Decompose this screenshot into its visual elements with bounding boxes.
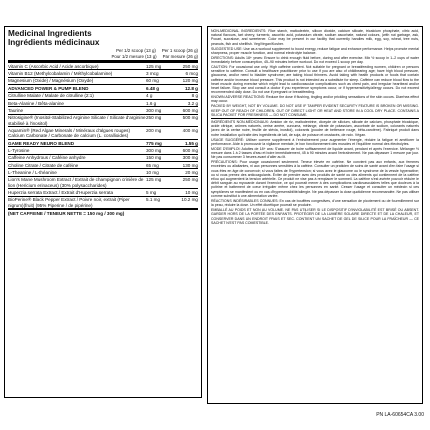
directions-en: DIRECTIONS: Adults 18+ years: Ensure to drink enough fluid before, during and after exercise. Mix ½ scoop in 1–2 cups of water immediately before consumption, 45–90 minutes before workout. Do not exceed 1 scoop per day.: [211, 55, 419, 65]
amount-full-scoop: 130 mg: [182, 162, 198, 168]
serving-2-en: Per 1 scoop (26 g): [161, 48, 198, 53]
amount-full-scoop: 300 mg: [182, 155, 198, 161]
ingredient-name: Magnesium (Oxide) / Magnésium (Oxyde): [8, 78, 94, 84]
adverse-reactions-fr: RÉACTIONS INDÉSIRABLES CONNUES: En cas de bouffées congestives, d'une sensation de picotement ou de fourmillement sur la peau, réduire la dose. Un effet diurétique pourrait se produire.: [211, 198, 419, 208]
directions-fr: MODE D'EMPLOI: Adultes de 18+ ans: S'assurer de boire suffisamment de liquide avant, pendant et après l'exercice. Mélanger ½ mesure dans 1 à 2 tasses d'eau et boire immédiatement, 45 à 90 minutes avant l'entraînement. Ne pas dépasser 1 mesure par jour. Ne pas consommer 3 heures avant d'aller au lit.: [211, 146, 419, 160]
table-row: [8, 78, 198, 85]
supplement-label: [4, 26, 424, 404]
caution-fr: PRÉCAUTIONS: Pour usage occasionnel seulement. Teneur élevée en caféine. Ne convient pas aux enfants, aux femmes enceintes ou allaitantes, ni aux personnes sensibles à la caféine. Consulter un praticien de soins de santé avant d'en faire l'usage si vous êtes en âge de concevoir; si vous faites de l'hypertension; si vous avez le glaucome ou le syndrome de la vessie hyperactive; ou si vous prenez des anticoagulants. Éviter de prendre avec des produits de santé ou des aliments qui contiennent de la caféine et/ou qui augmentent la tension artérielle. Ce produit ne vise pas à remplacer le sommeil. La caféine s'est avérée pouvoir réduire le débit sanguin au myocarde durant l'exercice, ce qui pourrait mener à des complications cardiovasculaires telles que douleurs à la poitrine et battement de cœur irrégulier même chez les personnes en santé. Cesser l'usage et consulter un médecin si ces symptômes se manifestent ou en cas d'hypersensibilité/allergie. Ne pas dépasser la dose quotidienne recommandée. Ne pas utiliser comme substitut à une alimentation variée.: [211, 160, 419, 198]
table-row: [8, 140, 198, 147]
ingredient-name: Vitamin C (Ascorbic Acid / Acide ascorbique): [8, 63, 99, 69]
suggested-use-en: SUGGESTED USE: Use as a workout supplement to boost energy, reduce fatigue and enhance performance. Helps promote mental sharpness, proper muscle function, and normal electrolyte balance.: [211, 46, 419, 55]
amount-half-scoop: 300 mg: [146, 147, 162, 153]
ingredient-name: L-Tyrosine: [8, 147, 30, 153]
ingredient-name: Caffeine Anhydrous / Caféine anhydre: [8, 155, 86, 161]
amount-half-scoop: 125 mg: [146, 63, 162, 69]
caution-en: CAUTION: For occasional use only. High caffeine content. Not suitable for pregnant or breastfeeding women, children or persons sensitive to caffeine. Consult a healthcare practitioner prior to use if you are also of childbearing age; have high blood pressure, glaucoma, and/or need to bladder syndrome; are taking blood thinners. Avoid taking with health products or foods that contain caffeine and/or increase blood pressure. This product is not intended as a substitute for sleep. Caffeine can reduce blood flow to the heart muscle during exercise which might lead to cardiovascular complications such as chest pain, and irregular heartbeat and/or heart failure. Stop use and consult a doctor if you experience symptoms occur, or if hypersensitivity/allergy occurs. Do not exceed recommended daily dose. Do not use if pregnant or breastfeeding.: [211, 65, 419, 95]
table-row: [8, 177, 198, 190]
serving-header-fr: [8, 54, 198, 59]
table-row: [8, 70, 198, 77]
amount-half-scoop: 10 mg: [146, 170, 159, 176]
ingredients-table: [4, 26, 202, 398]
ingredient-name: Beta-Alanine / Bêta-alanine: [8, 100, 64, 106]
adverse-reactions-en: KNOWN ADVERSE REACTIONS: Reduce the dose if flushing, tingling and/or prickling sensations of the skin occurs. Diarrhea effect may occur.: [211, 95, 419, 104]
amount-full-scoop: 10 mg: [185, 190, 198, 196]
amount-full-scoop: 10.2 mg: [181, 197, 198, 203]
ingredient-name: Citrulline Malate / Malate de citrulline (2:1): [8, 93, 94, 99]
ingredient-name: GAME READY NEURO BLEND: [8, 140, 75, 146]
amount-full-scoop: 600 mg: [182, 147, 198, 153]
language-divider: [211, 118, 419, 119]
table-row: [8, 162, 198, 169]
amount-half-scoop: 125 mg: [146, 177, 162, 183]
serving-2-fr: Par mesure (26 g): [162, 54, 198, 59]
amount-half-scoop: 4 g: [146, 93, 153, 99]
packing-notice-en: PACKED BY WEIGHT, NOT BY VOLUME. DO NOT USE IF TAMPER EVIDENT SECURITY FEATURE IS BROKEN OR MISSING. KEEP OUT OF REACH OF CHILDREN. OUT OF DIRECT LIGHT OR HEAT AND STORE IN A COOL DRY PLACE. CONTAINS A SILICA PACKET FOR FRESHNESS — DO NOT CONSUME.: [211, 104, 419, 117]
ingredient-name: Aquamin® (Red Algae Minerals / Minéraux d'algues rouges) Calcium Carbonate / Carbonate de calcium (L. corallioides): [8, 127, 130, 139]
net-caffeine: (NET CAFFEINE / TENEUR NETTE = 150 mg / 300 mg): [8, 211, 125, 217]
serving-header-en: [8, 48, 198, 53]
amount-half-scoop: 5.1 mg: [146, 197, 161, 203]
amount-full-scoop: 120 mg: [182, 78, 198, 84]
amount-full-scoop: 12.8 g: [184, 85, 198, 91]
title-en: Medicinal Ingredients: [8, 29, 92, 38]
ingredient-name: BioPerine® Black Pepper Extract / Poivre noir, extrait (Piper nigrum)(fruit) (95% Piperine / de pipérine): [8, 197, 130, 208]
ingredient-name: Lion's Mane Mushroom Extract / Extrait de champignon crinière de lion (Hericium erinaceus) (30% polysaccharides): [8, 177, 144, 188]
table-row: [8, 189, 198, 196]
amount-half-scoop: 60 mg: [146, 78, 159, 84]
amount-full-scoop: 3.2 g: [187, 100, 198, 106]
info-panel: [207, 26, 423, 404]
ingredient-name: Taurine: [8, 107, 24, 113]
amount-full-scoop: 1.55 g: [184, 140, 198, 146]
table-row: [8, 93, 198, 100]
amount-full-scoop: 500 mg: [182, 115, 198, 121]
serving-1-fr: Pour 1/2 mesure (13 g): [111, 54, 157, 59]
ingredient-name: ADVANCED POWER & PUMP BLEND: [8, 85, 89, 91]
table-row: [8, 197, 198, 211]
amount-full-scoop: 6 mcg: [185, 70, 198, 76]
amount-full-scoop: 8 g: [191, 93, 198, 99]
amount-half-scoop: 5 mg: [146, 190, 157, 196]
packing-notice-fr: EMBALLÉ AU POIDS ET NON AU VOLUME. NE PAS UTILISER SI LE DISPOSITIF D'INVIOLABILITÉ EST BRISÉ OU ABSENT. GARDER HORS DE LA PORTÉE DES ENFANTS. PROTÉGER DE LA LUMIÈRE SOLAIRE DIRECTE ET DE LA CHALEUR, ET CONSERVER DANS UN ENDROIT FRAIS ET SEC. CONTIENT UN SACHET DE GEL DE SILICE POUR LA FRAÎCHEUR — CE SACHET N'EST PAS COMESTIBLE.: [211, 208, 419, 225]
ingredient-name: Nitrosigine® (Inositol-Stabilized Arginine Silicate / Silicate d'arginine stabilisé à l'inositol): [8, 115, 146, 126]
amount-full-scoop: 250 mg: [182, 63, 198, 69]
amount-half-scoop: 250 mg: [146, 115, 162, 121]
table-row: [8, 100, 198, 107]
amount-half-scoop: 1.6 g: [146, 100, 157, 106]
table-row: [8, 147, 198, 154]
amount-half-scoop: 775 mg: [146, 140, 162, 146]
ingredient-rows: [8, 63, 198, 210]
amount-full-scoop: 250 mg: [182, 177, 198, 183]
ingredient-name: Huperzia serrata Extract / Extrait d'Huperzia serrata: [8, 190, 114, 196]
table-row: [8, 115, 198, 128]
amount-half-scoop: 65 mg: [146, 162, 159, 168]
table-row: [8, 107, 198, 114]
serving-1-en: Per 1/2 scoop (13 g): [116, 48, 156, 53]
product-code: PN LA-60654CA 3.00: [376, 412, 424, 418]
amount-half-scoop: 300 mg: [146, 107, 162, 113]
ingredient-name: L-Theanine / L-théanine: [8, 170, 57, 176]
amount-full-scoop: 600 mg: [182, 107, 198, 113]
amount-half-scoop: 6.48 g: [146, 85, 160, 91]
table-row: [8, 169, 198, 176]
ingredient-name: Choline Citrate / Citrate de caféine: [8, 162, 79, 168]
amount-full-scoop: 400 mg: [182, 127, 198, 133]
amount-half-scoop: 150 mg: [146, 155, 162, 161]
non-medicinal-fr: INGRÉDIENTS NON-MÉDICINAUX: Amidon de riz, maltodextrine, dioxyde de silicium, silicate de calcium, phosphate tricalcique, acide citrique, arômes naturels, cerise amère, curcuma, mélange, citrate de potassium, ascorbate de sodium, colorants naturels (avec de la cerise noire, feuille de stévia, inositol), colorants (poudre de betterave rouge, bêta-carotène). Fabriqué produit dans notre installation qui traite des ingrédients de lait, de soja, de poisson et crustacés, de noix. Végan.: [211, 120, 419, 137]
amount-half-scoop: 200 mg: [146, 127, 162, 133]
amount-full-scoop: 20 mg: [185, 170, 198, 176]
title-fr: Ingrédients médicinaux: [8, 38, 100, 47]
ingredient-name: Vitamin B12 (Methylcobalamin / Méthylcobalamine): [8, 70, 113, 76]
non-medicinal-en: NON-MEDICINAL INGREDIENTS: Rice starch, maltodextrin, silicon dioxide, calcium silicate, tricalcium phosphate, citric acid, natural flavours, tart cherry, turmeric, ascorbic acid, potassium citrate, sodium ascorbate, natural colours, (with nut garbage, ask, Pocari, sucralose, and sweetener. Color may be present in our facility that currently handles milk, egg, soy, wheat, tree nuts, peanuts, fish and shellfish. Veg/Vegan/Kosher.: [211, 29, 419, 46]
table-row: [8, 85, 198, 92]
suggested-use-fr: USAGE SUGGÉRÉ: Utiliser comme supplément à l'entraînement pour augmenter l'énergie, réduire la fatigue et améliorer la performance. Aide à promouvoir la vigilance mentale, le bon fonctionnement des muscles et l'équilibre normal des électrolytes.: [211, 137, 419, 146]
amount-half-scoop: 3 mcg: [146, 70, 159, 76]
table-row: [8, 155, 198, 162]
table-row: [8, 127, 198, 140]
table-row: [8, 63, 198, 70]
